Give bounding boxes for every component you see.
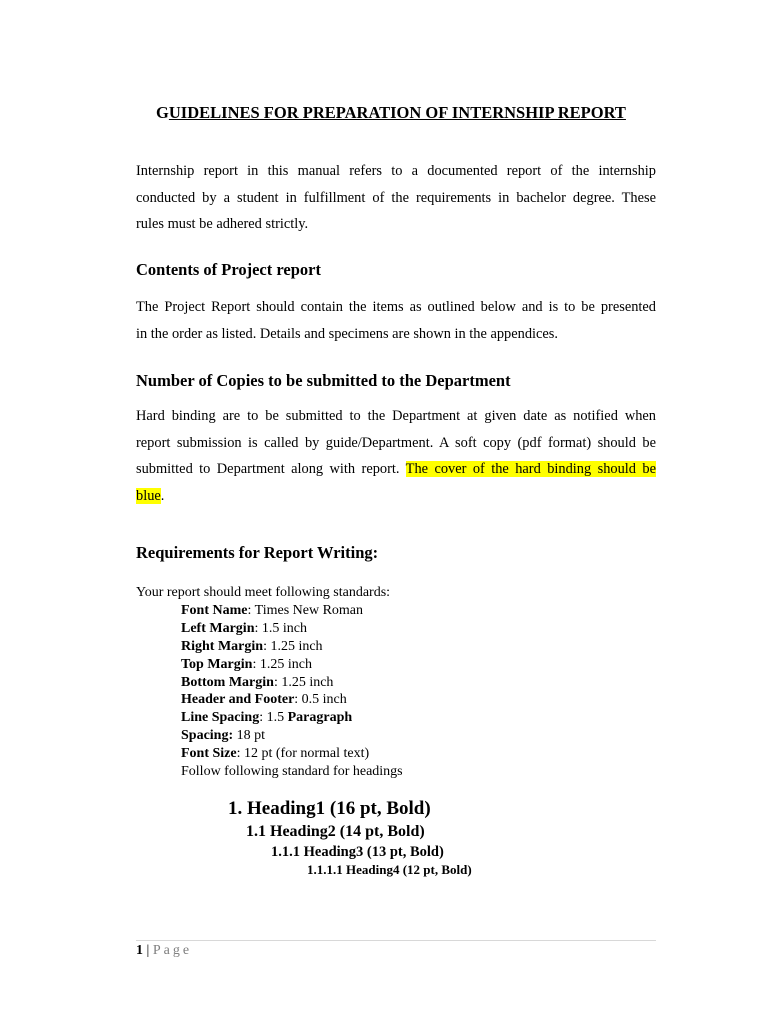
requirement-item — [181, 691, 403, 709]
requirement-label: Header and Footer — [181, 692, 295, 708]
page-number: 1 — [136, 943, 143, 958]
copies-line — [136, 456, 656, 483]
requirement-item — [181, 620, 403, 638]
copies-line: Hard binding are to be submitted to the Department at given date as notified when — [136, 408, 656, 424]
heading4-example: 1.1.1.1 Heading4 (12 pt, Bold) — [307, 862, 472, 877]
requirement-item — [181, 727, 403, 745]
copies-heading: Number of Copies to be submitted to the Department — [136, 371, 511, 390]
requirement-label: Bottom Margin — [181, 674, 274, 690]
requirement-label: Left Margin — [181, 620, 255, 636]
heading1-example: 1. Heading1 (16 pt, Bold) — [228, 798, 431, 819]
copies-line3-text: submitted to Department along with report. — [136, 461, 406, 477]
requirement-value: : 1.25 inch — [273, 674, 334, 690]
requirement-value: : 12 pt (for normal text) — [236, 746, 370, 762]
requirement-value: : 1.25 inch — [263, 638, 323, 654]
requirement-label: Spacing: — [181, 728, 234, 744]
requirement-label: Top Margin — [181, 656, 253, 672]
requirement-label: Right Margin — [181, 638, 264, 654]
requirement-value: : 1.5 — [259, 710, 288, 726]
requirement-value: : 0.5 inch — [294, 692, 347, 708]
requirement-item — [181, 602, 403, 620]
requirement-item — [181, 745, 403, 763]
intro-paragraph — [136, 158, 656, 238]
requirement-label: Paragraph — [287, 710, 353, 726]
contents-heading: Contents of Project report — [136, 260, 321, 279]
page-footer — [136, 943, 192, 959]
highlighted-text: The cover of the hard binding should be — [405, 461, 656, 477]
contents-line: The Project Report should contain the items as outlined below and is to be presented — [136, 299, 656, 315]
requirements-list — [136, 602, 403, 781]
page-title — [0, 103, 768, 123]
copies-line: report submission is called by guide/Department. A soft copy (pdf format) should be — [136, 434, 656, 451]
requirement-item — [181, 656, 403, 674]
requirement-item — [181, 638, 403, 656]
title-rest: UIDELINES FOR PREPARATION OF INTERNSHIP REPORT — [168, 103, 626, 122]
contents-line: in the order as listed. Details and specimens are shown in the appendices. — [136, 325, 559, 342]
copies-line4-tail: . — [160, 487, 165, 504]
requirement-value: : Times New Roman — [247, 602, 364, 618]
intro-line: rules must be adhered strictly. — [136, 216, 309, 232]
page-word: Page — [152, 943, 193, 958]
requirement-item — [181, 709, 403, 727]
intro-line: conducted by a student in fulfillment of the requirements in bachelor degree. These — [136, 189, 656, 206]
footer-separator: | — [143, 943, 153, 958]
requirement-item — [181, 674, 403, 692]
intro-line: Internship report in this manual refers to a documented report of the internship — [136, 163, 656, 179]
requirement-item — [181, 763, 403, 781]
requirement-value: : 1.25 inch — [252, 656, 312, 672]
highlighted-text: blue — [136, 487, 161, 504]
requirement-follow-text: Follow following standard for headings — [181, 764, 403, 780]
requirement-label: Font Name — [181, 602, 248, 618]
title-first-letter: G — [156, 103, 169, 122]
heading3-example: 1.1.1 Heading3 (13 pt, Bold) — [271, 844, 444, 860]
requirement-value: : 1.5 inch — [254, 620, 307, 636]
requirement-value: 18 pt — [233, 728, 266, 744]
contents-paragraph — [136, 294, 656, 347]
requirement-label: Line Spacing — [181, 710, 260, 726]
requirements-block — [136, 584, 403, 781]
copies-paragraph — [136, 403, 656, 509]
requirements-heading: Requirements for Report Writing: — [136, 543, 379, 562]
footer-divider — [136, 940, 656, 941]
copies-line — [136, 483, 656, 510]
requirements-intro: Your report should meet following standards: — [136, 585, 391, 600]
requirement-label: Font Size — [181, 746, 237, 762]
heading2-example: 1.1 Heading2 (14 pt, Bold) — [246, 823, 425, 840]
